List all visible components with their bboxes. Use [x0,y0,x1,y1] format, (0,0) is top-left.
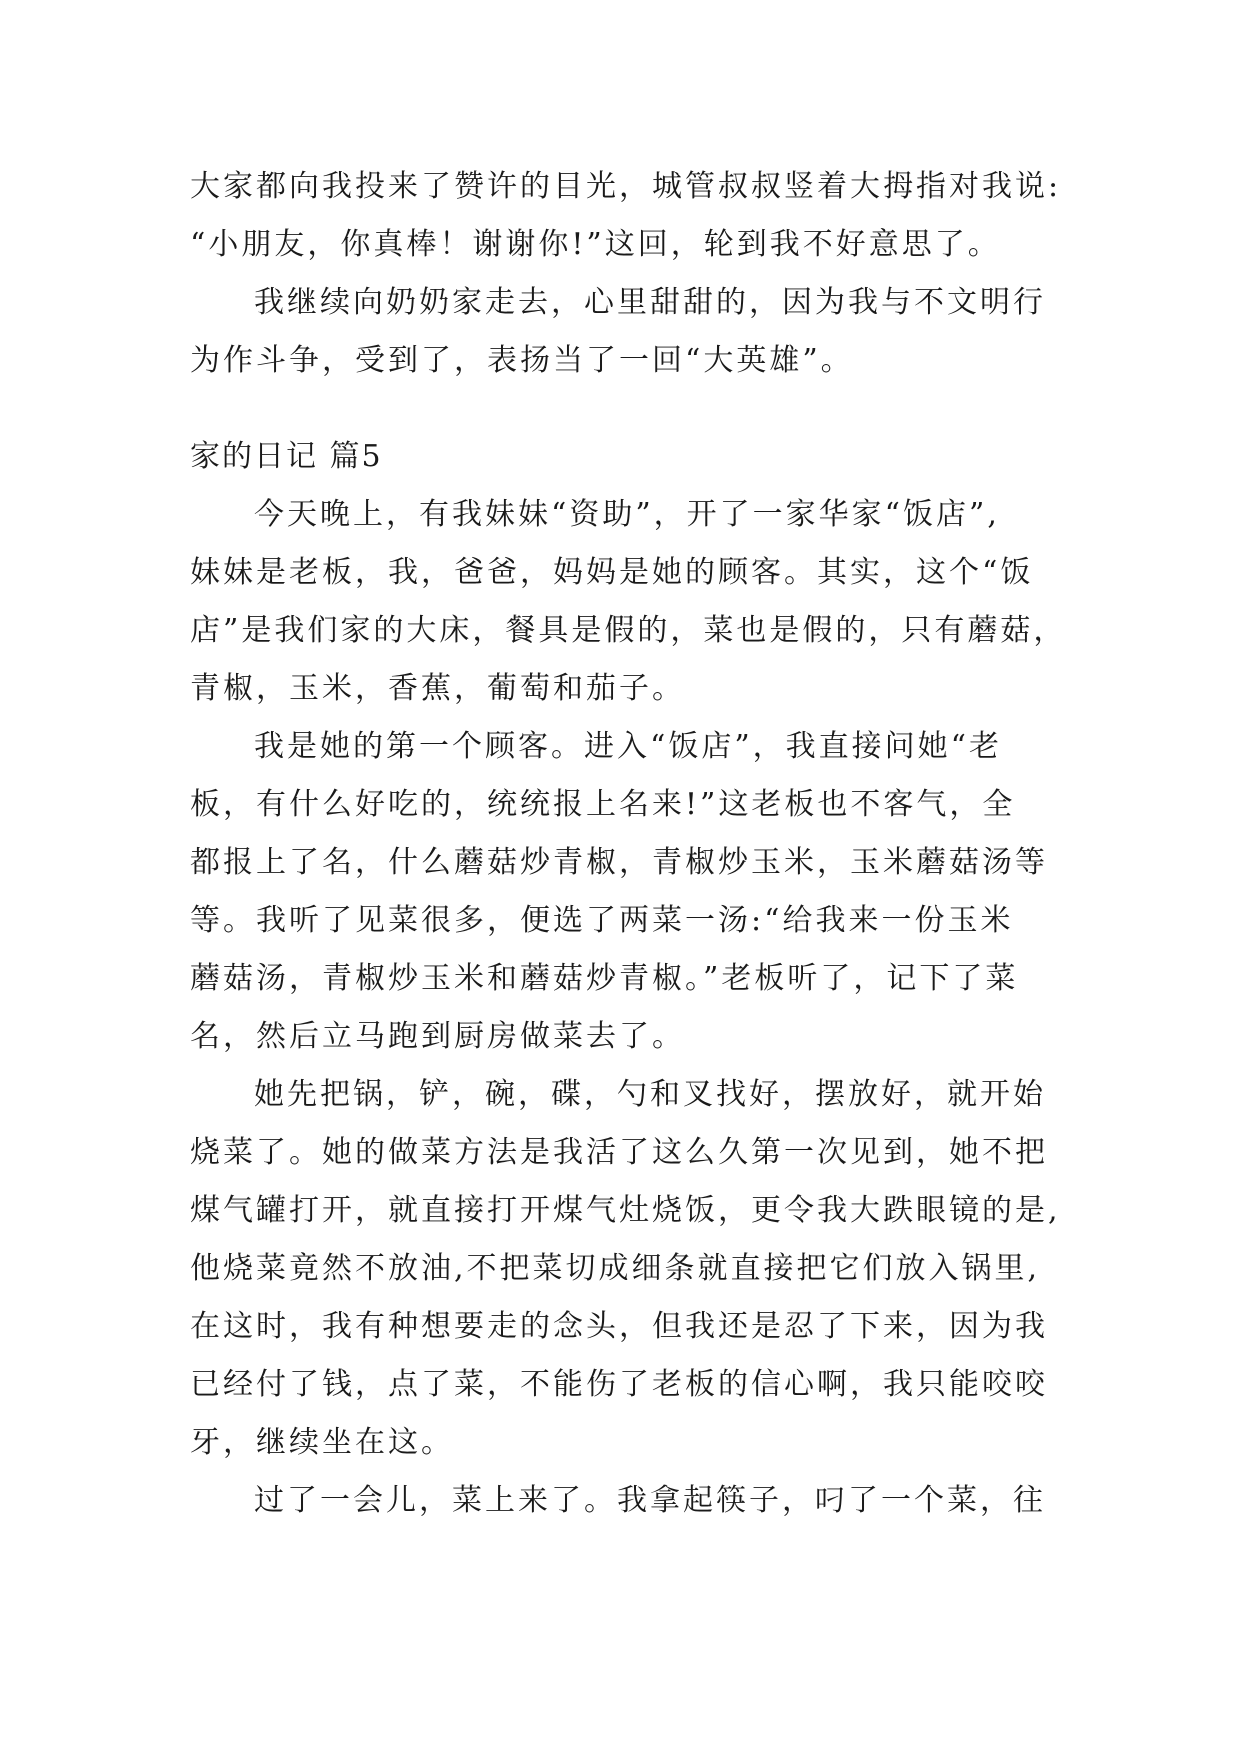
text-line: 已经付了钱，点了菜，不能伤了老板的信心啊，我只能咬咬 [190,1367,1048,1402]
text-line: 我继续向奶奶家走去，心里甜甜的，因为我与不文明行 [254,285,1046,320]
paragraph-3 [190,1066,1061,1472]
text-line: 板，有什么好吃的，统统报上名来!”这老板也不客气，全 [190,787,1016,822]
paragraph-2 [190,718,1050,1066]
text-line: 我是她的第一个顾客。进入“饭店”，我直接问她“老 [254,729,1003,764]
text-line: 名，然后立马跑到厨房做菜去了。 [190,1019,685,1054]
text-line: 店”是我们家的大床，餐具是假的，菜也是假的，只有蘑菇， [190,613,1067,648]
section-spacer [190,390,1050,428]
text-line: 过了一会儿，菜上来了。我拿起筷子，叼了一个菜，往 [254,1483,1046,1518]
text-line: 大家都向我投来了赞许的目光，城管叔叔竖着大拇指对我说: [190,169,1062,204]
text-line: 烧菜了。她的做菜方法是我活了这么久第一次见到，她不把 [190,1135,1048,1170]
text-line: 妹妹是老板，我，爸爸，妈妈是她的顾客。其实，这个“饭 [190,555,1034,590]
text-line: 为作斗争，受到了，表扬当了一回“大英雄”。 [190,343,854,378]
document-page [190,158,1067,1530]
text-line: 蘑菇汤，青椒炒玉米和蘑菇炒青椒。”老板听了，记下了菜 [190,961,1019,996]
text-line: 她先把锅，铲，碗，碟，勺和叉找好，摆放好，就开始 [254,1077,1046,1112]
text-line: 等。我听了见菜很多，便选了两菜一汤:“给我来一份玉米 [190,903,1014,938]
text-line: 在这时，我有种想要走的念头，但我还是忍了下来，因为我 [190,1309,1048,1344]
section-heading: 家的日记 篇5 [190,439,383,474]
paragraph-1 [190,486,1067,718]
paragraph-4 [190,1472,1050,1530]
text-line: 煤气罐打开，就直接打开煤气灶烧饭，更令我大跌眼镜的是, [190,1193,1061,1228]
text-line: “小朋友，你真棒！谢谢你!”这回，轮到我不好意思了。 [190,227,1001,262]
text-line: 他烧菜竟然不放油,不把菜切成细条就直接把它们放入锅里, [190,1251,1041,1286]
paragraph-intro [190,158,1062,274]
text-line: 都报上了名，什么蘑菇炒青椒，青椒炒玉米，玉米蘑菇汤等 [190,845,1048,880]
text-line: 今天晚上，有我妹妹“资助”，开了一家华家“饭店”, [254,497,1000,532]
text-line: 青椒，玉米，香蕉，葡萄和茄子。 [190,671,685,706]
paragraph-end [190,274,1050,390]
text-line: 牙，继续坐在这。 [190,1425,454,1460]
